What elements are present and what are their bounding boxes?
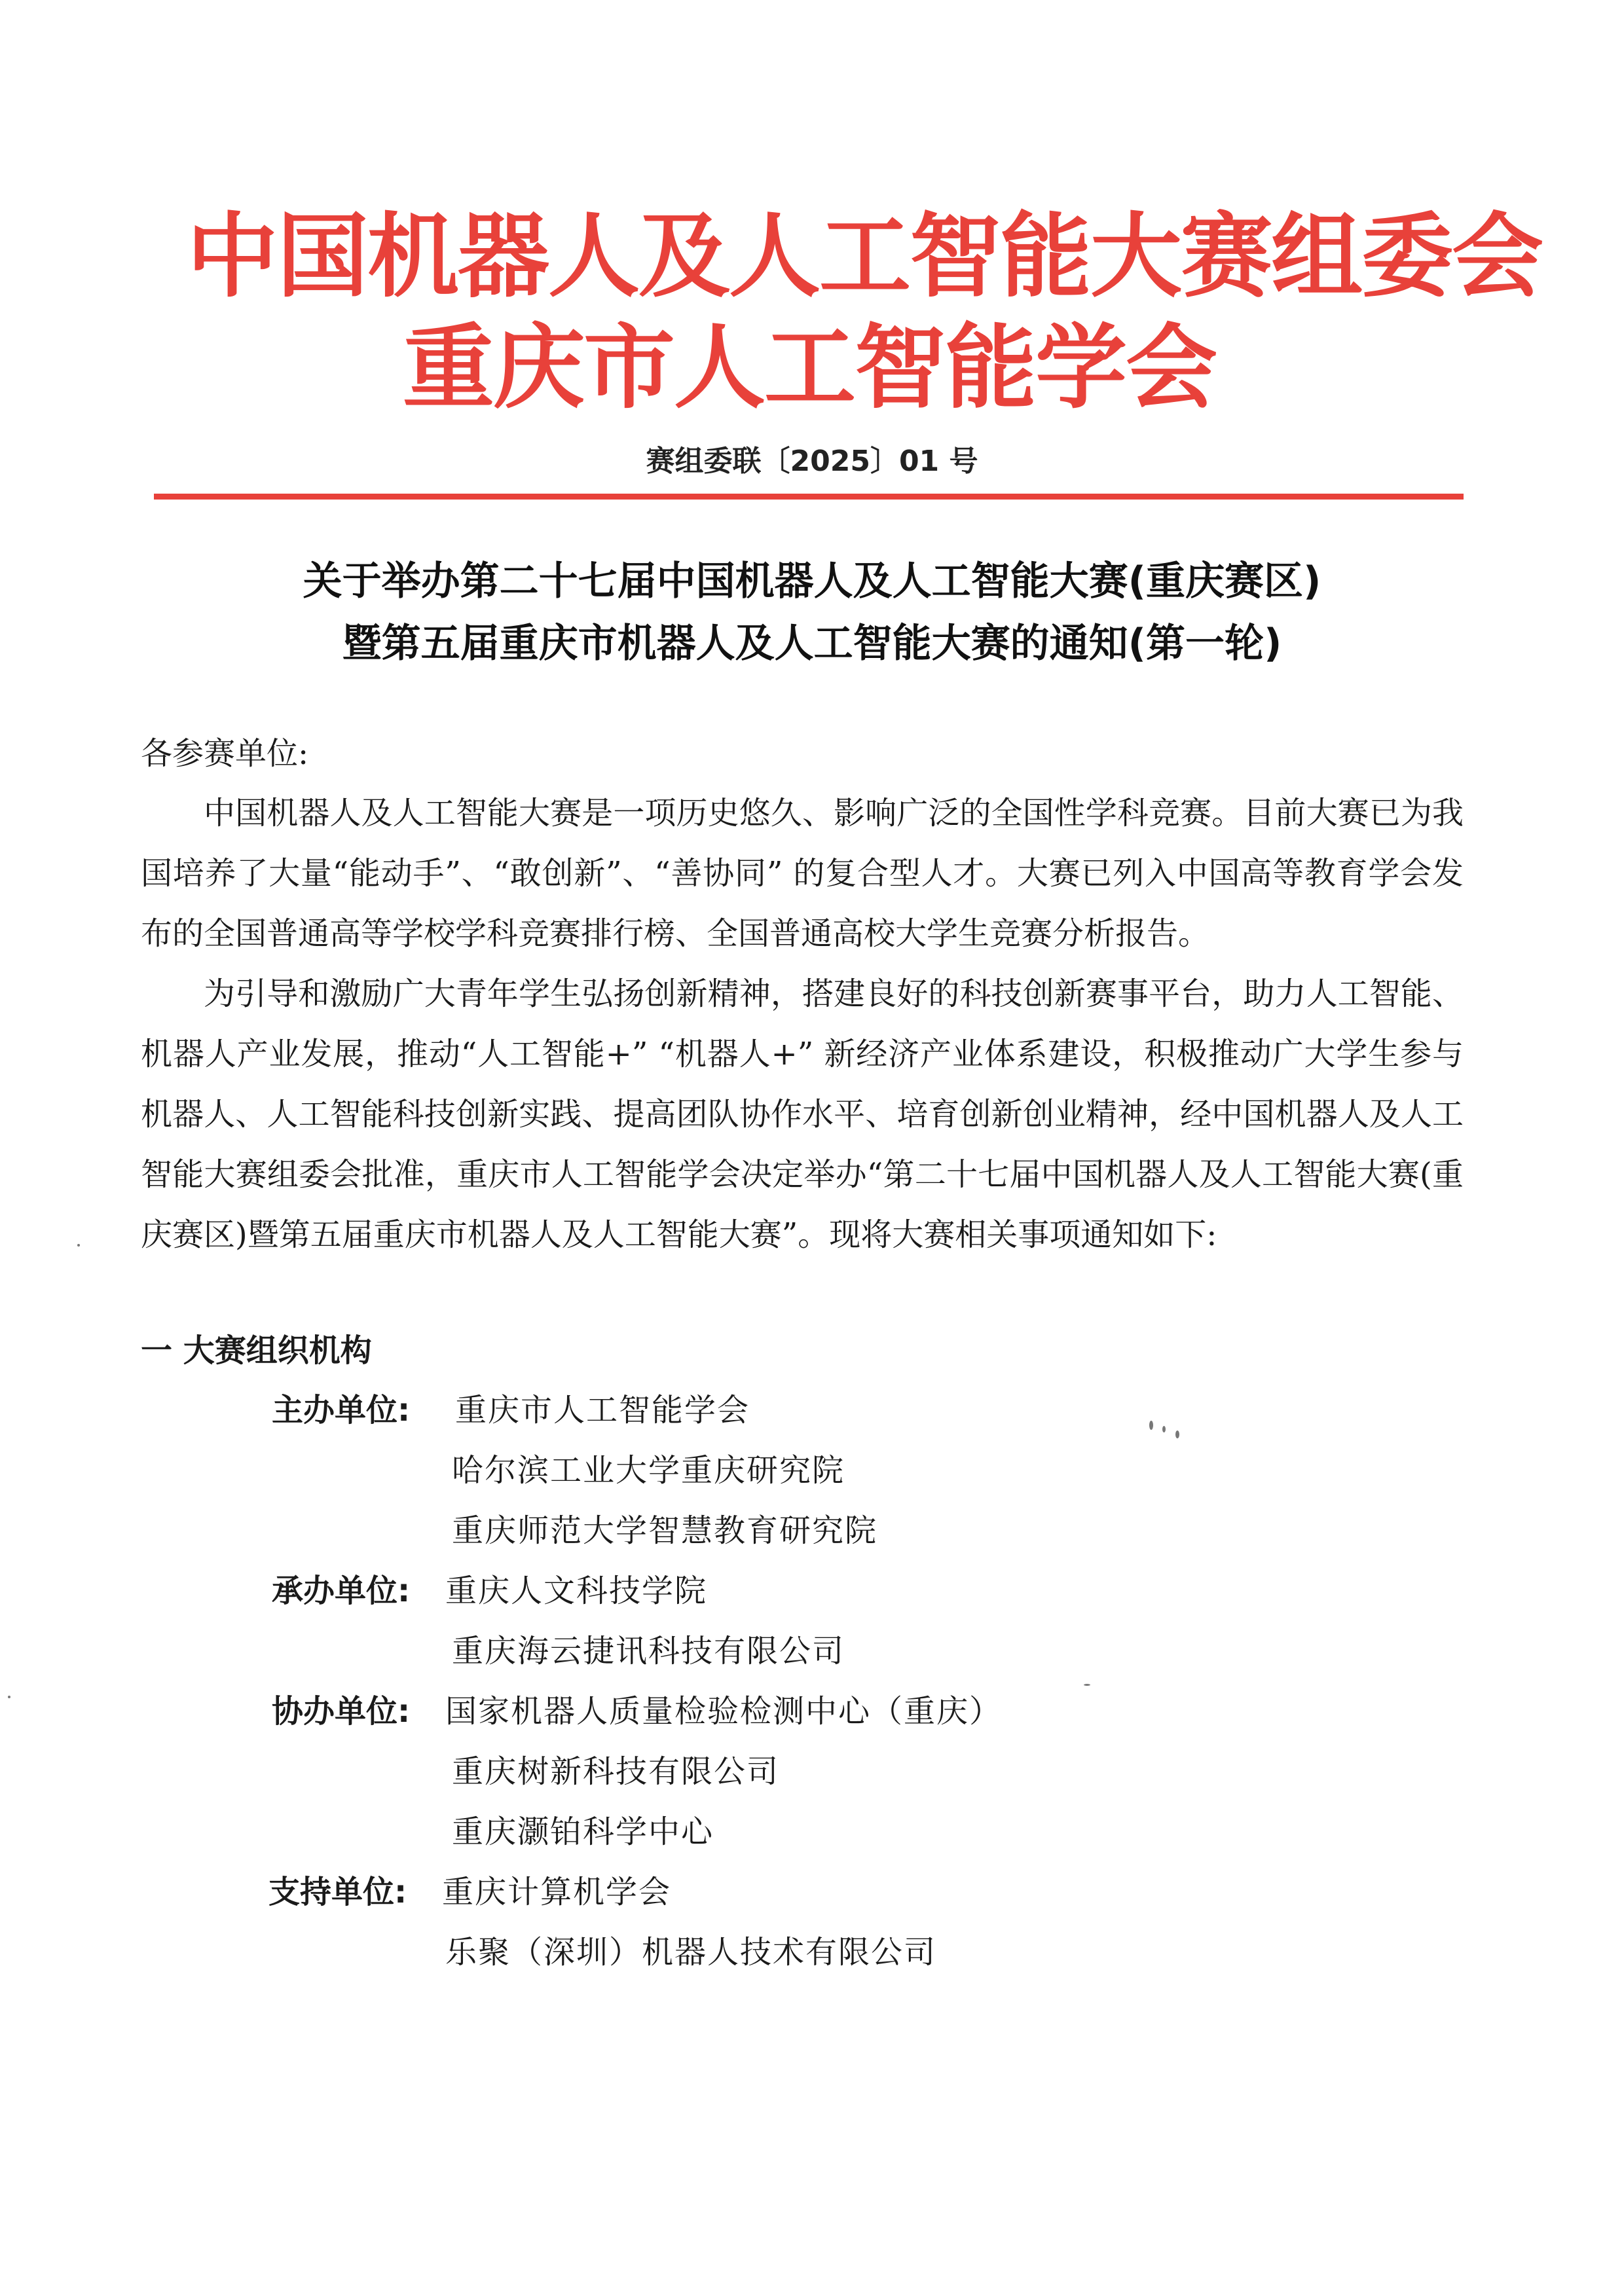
supporter-unit: 重庆计算机学会 bbox=[442, 1874, 672, 1910]
scan-speck bbox=[1175, 1430, 1179, 1438]
supporter-label: 支持单位: bbox=[268, 1874, 407, 1910]
host-label: 承办单位: bbox=[272, 1573, 411, 1609]
paragraph-intro: 中国机器人及人工智能大赛是一项历史悠久、影响广泛的全国性学科竞赛。目前大赛已为我国培养了大量“能动手”、“敢创新”、“善协同” 的复合型人才。大赛已列入中国高等教育学会发布的全国普通高等学校学科竞赛排行榜、全国普通高校大学生竞赛分析报告。 bbox=[141, 795, 1464, 952]
co-organizer-unit: 重庆树新科技有限公司 bbox=[452, 1753, 780, 1790]
notice-title-line-2: 暨第五届重庆市机器人及人工智能大赛的通知(第一轮) bbox=[342, 621, 1282, 666]
notice-title-line-1: 关于举办第二十七届中国机器人及人工智能大赛(重庆赛区) bbox=[303, 558, 1321, 604]
scan-speck bbox=[77, 1244, 80, 1247]
co-organizer-unit: 国家机器人质量检验检测中心（重庆） bbox=[445, 1693, 1003, 1730]
header-org-name-2: 重庆市人工智能学会 bbox=[403, 315, 1217, 422]
header-org-name-1: 中国机器人及人工智能大赛组委会 bbox=[187, 204, 1543, 310]
section-heading-organization: 一 大赛组织机构 bbox=[141, 1332, 372, 1369]
scan-speck bbox=[1084, 1684, 1090, 1686]
scan-speck bbox=[8, 1696, 10, 1698]
host-unit: 重庆人文科技学院 bbox=[445, 1573, 708, 1609]
scan-speck bbox=[1149, 1421, 1153, 1430]
host-unit: 重庆海云捷讯科技有限公司 bbox=[452, 1633, 845, 1669]
organizer-label: 主办单位: bbox=[272, 1392, 411, 1429]
organizer-unit: 哈尔滨工业大学重庆研究院 bbox=[452, 1452, 845, 1489]
red-divider bbox=[154, 494, 1464, 500]
scan-speck bbox=[1162, 1426, 1166, 1432]
paragraph-purpose: 为引导和激励广大青年学生弘扬创新精神，搭建良好的科技创新赛事平台，助力人工智能、机器人产业发展，推动“人工智能+” “机器人+” 新经济产业体系建设，积极推动广大学生参与机器人、人工智能科技创新实践、提高团队协作水平、培育创新创业精神，经中国机器人及人工智能大赛组委会批准，重庆市人工智能学会决定举办“第二十七届中国机器人及人工智能大赛(重庆赛区)暨第五届重庆市机器人及人工智能大赛”。现将大赛相关事项通知如下: bbox=[141, 975, 1464, 1253]
co-organizer-unit: 重庆灏铂科学中心 bbox=[452, 1813, 714, 1850]
supporter-unit: 乐聚（深圳）机器人技术有限公司 bbox=[445, 1934, 937, 1971]
co-organizer-label: 协办单位: bbox=[272, 1693, 411, 1730]
document-number: 赛组委联〔2025〕01 号 bbox=[646, 445, 978, 478]
salutation: 各参赛单位: bbox=[141, 735, 309, 772]
organizer-unit: 重庆师范大学智慧教育研究院 bbox=[452, 1512, 878, 1549]
organizer-unit: 重庆市人工智能学会 bbox=[455, 1392, 750, 1429]
